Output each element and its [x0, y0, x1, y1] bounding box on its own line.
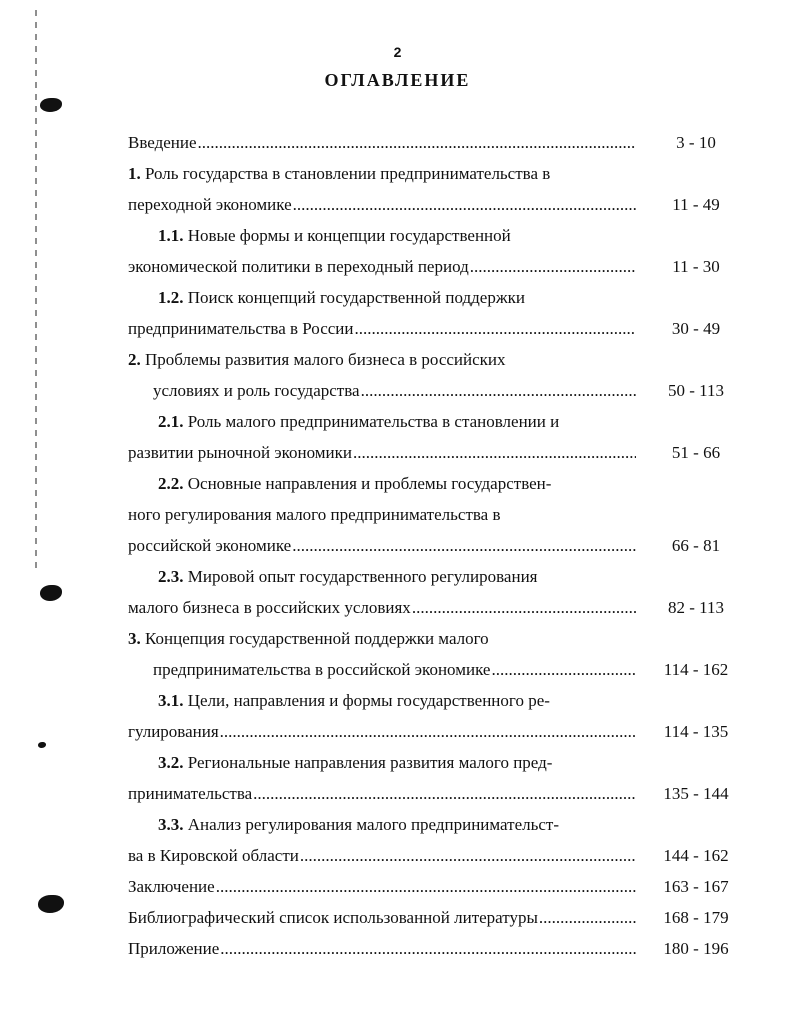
toc-row: [128, 902, 746, 933]
toc-row: [128, 933, 746, 964]
toc-entry-title: Мировой опыт государственного регулирования: [183, 567, 538, 586]
toc-entry-title: экономической политики в переходный период: [128, 257, 469, 276]
toc-entry-text: [128, 623, 636, 654]
scan-blot-1: [40, 98, 62, 112]
toc-entry-text: [128, 716, 636, 747]
toc-row: [128, 840, 746, 871]
toc-row: [128, 809, 746, 840]
toc-entry-page: 114 - 162: [663, 660, 729, 679]
toc-entry-number: 3.1.: [158, 691, 184, 710]
toc-entry-text: [128, 933, 636, 964]
toc-entry-title: Основные направления и проблемы государствен-: [183, 474, 552, 493]
toc-row: [128, 251, 746, 282]
toc-entry-number: 1.: [128, 164, 141, 183]
toc-row: [128, 127, 746, 158]
toc-entry-page: 168 - 179: [663, 908, 729, 927]
toc-entry-number: 3.: [128, 629, 141, 648]
toc-row: [128, 654, 746, 685]
page-number: 2: [393, 44, 402, 60]
toc-entry-title: ва в Кировской области: [128, 846, 299, 865]
toc-entry-page: 50 - 113: [667, 381, 725, 400]
toc-entry-title: развитии рыночной экономики: [128, 443, 353, 462]
toc-entry-title: Введение: [128, 133, 197, 152]
toc-entry-title: гулирования: [128, 722, 219, 741]
toc-entry-number: 2.2.: [158, 474, 184, 493]
toc-entry-page: 11 - 30: [672, 257, 720, 276]
toc-entry-text: [128, 437, 636, 468]
toc-entry-text: [158, 220, 636, 251]
toc-entry-page: 66 - 81: [671, 536, 721, 555]
toc-entry-page: 163 - 167: [663, 877, 729, 896]
toc-entry-number: 1.2.: [158, 288, 184, 307]
toc-entry-number: 2.1.: [158, 412, 184, 431]
toc-entry-page: 180 - 196: [663, 939, 729, 958]
toc-row: [128, 499, 746, 530]
toc-row: [128, 592, 746, 623]
scan-left-edge: [35, 10, 37, 570]
toc-entry-page: 3 - 10: [676, 133, 716, 152]
toc-row: [128, 437, 746, 468]
toc-row: [128, 685, 746, 716]
toc-entry-title: условиях и роль государства: [153, 381, 360, 400]
toc-entry-text: [128, 313, 636, 344]
toc-entry-title: переходной экономике: [128, 195, 292, 214]
toc-entry-number: 2.3.: [158, 567, 184, 586]
toc-entry-page: 144 - 162: [663, 846, 729, 865]
toc-entry-text: [153, 654, 636, 685]
toc-row: [128, 468, 746, 499]
toc-entry-text: [128, 344, 636, 375]
toc-entry-number: 1.1.: [158, 226, 184, 245]
page-title: ОГЛАВЛЕНИЕ: [324, 70, 471, 90]
toc-row: [128, 561, 746, 592]
toc-row: [128, 313, 746, 344]
toc-row: [128, 747, 746, 778]
toc-row: [128, 406, 746, 437]
toc-entry-text: [158, 685, 636, 716]
toc-entry-text: [128, 127, 636, 158]
toc-entry-title: Приложение: [128, 939, 220, 958]
toc-entry-text: [128, 158, 636, 189]
toc-entry-page: 30 - 49: [671, 319, 721, 338]
toc-entry-page: 51 - 66: [671, 443, 721, 462]
toc-entry-page: 82 - 113: [667, 598, 725, 617]
toc-entry-page: 11 - 49: [672, 195, 720, 214]
toc-row: [128, 716, 746, 747]
table-of-contents: [128, 127, 746, 964]
toc-entry-title: Роль государства в становлении предпринимательства в: [140, 164, 551, 183]
toc-entry-title: малого бизнеса в российских условиях: [128, 598, 411, 617]
toc-entry-title: Поиск концепций государственной поддержки: [183, 288, 525, 307]
toc-entry-title: Библиографический список использованной литературы: [128, 908, 538, 927]
toc-row: [128, 344, 746, 375]
toc-entry-title: российской экономике: [128, 536, 292, 555]
toc-entry-text: [128, 530, 636, 561]
toc-entry-title: предпринимательства в российской экономике: [153, 660, 491, 679]
toc-entry-text: [158, 468, 636, 499]
toc-entry-text: [128, 592, 636, 623]
toc-entry-title: ного регулирования малого предпринимательства в: [128, 505, 501, 524]
toc-row: [128, 220, 746, 251]
toc-entry-title: Концепция государственной поддержки малого: [140, 629, 489, 648]
toc-entry-title: Анализ регулирования малого предпринимательст-: [183, 815, 560, 834]
toc-entry-title: Региональные направления развития малого пред-: [183, 753, 553, 772]
toc-entry-text: [128, 499, 636, 530]
toc-entry-number: 3.3.: [158, 815, 184, 834]
toc-entry-title: Цели, направления и формы государственного ре-: [183, 691, 550, 710]
toc-row: [128, 282, 746, 313]
toc-entry-text: [158, 747, 636, 778]
toc-entry-page: 114 - 135: [663, 722, 729, 741]
toc-entry-text: [128, 251, 636, 282]
toc-row: [128, 623, 746, 654]
toc-entry-title: Проблемы развития малого бизнеса в российских: [140, 350, 506, 369]
toc-entry-number: 2.: [128, 350, 141, 369]
toc-entry-text: [153, 375, 636, 406]
scan-blot-2: [40, 585, 62, 601]
toc-row: [128, 189, 746, 220]
toc-entry-title: принимательства: [128, 784, 253, 803]
toc-entry-title: Роль малого предпринимательства в становлении и: [183, 412, 560, 431]
toc-entry-page: 135 - 144: [663, 784, 729, 803]
toc-entry-text: [158, 406, 636, 437]
toc-row: [128, 375, 746, 406]
toc-row: [128, 871, 746, 902]
toc-entry-text: [128, 871, 636, 902]
toc-entry-number: 3.2.: [158, 753, 184, 772]
toc-entry-text: [158, 282, 636, 313]
toc-row: [128, 158, 746, 189]
toc-entry-text: [128, 189, 636, 220]
toc-row: [128, 530, 746, 561]
scan-blot-3: [38, 895, 64, 913]
toc-entry-text: [158, 809, 636, 840]
toc-entry-text: [128, 778, 636, 809]
toc-entry-text: [128, 902, 636, 933]
toc-row: [128, 778, 746, 809]
toc-entry-title: предпринимательства в России: [128, 319, 354, 338]
toc-entry-title: Заключение: [128, 877, 215, 896]
scan-blot-4: [38, 742, 46, 748]
toc-entry-text: [128, 840, 636, 871]
toc-entry-title: Новые формы и концепции государственной: [183, 226, 511, 245]
toc-entry-text: [158, 561, 636, 592]
